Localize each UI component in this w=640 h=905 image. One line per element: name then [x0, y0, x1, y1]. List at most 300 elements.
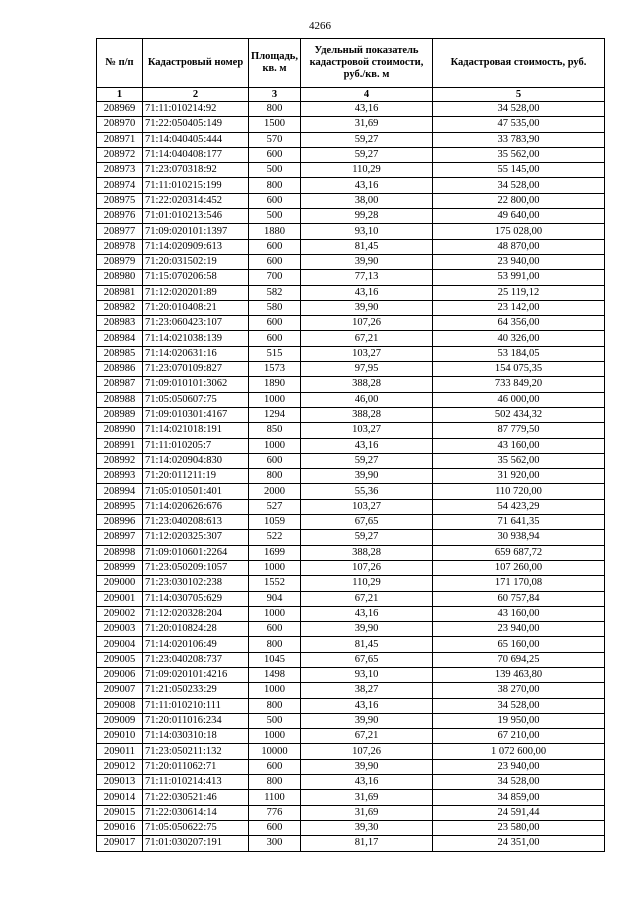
cadastral-number-cell: 71:09:010601:2264 — [143, 545, 249, 560]
table-row — [97, 652, 605, 667]
unit-value-cell: 39,90 — [301, 622, 433, 637]
cadastral-value-cell: 34 859,00 — [433, 790, 605, 805]
cadastral-number-cell: 71:23:070318:92 — [143, 163, 249, 178]
area-cell: 1552 — [249, 576, 301, 591]
cadastral-value-cell: 733 849,20 — [433, 377, 605, 392]
area-cell: 850 — [249, 423, 301, 438]
cadastral-number-cell: 71:12:020201:89 — [143, 285, 249, 300]
row-number-cell: 208977 — [97, 224, 143, 239]
cadastral-value-cell: 48 870,00 — [433, 239, 605, 254]
unit-value-cell: 43,16 — [301, 285, 433, 300]
row-number-cell: 208983 — [97, 316, 143, 331]
unit-value-cell: 39,90 — [301, 469, 433, 484]
unit-value-cell: 39,90 — [301, 713, 433, 728]
cadastral-number-cell: 71:11:010205:7 — [143, 438, 249, 453]
row-number-cell: 209010 — [97, 729, 143, 744]
cadastral-value-cell: 22 800,00 — [433, 193, 605, 208]
row-number-cell: 208982 — [97, 300, 143, 315]
cadastral-number-cell: 71:23:040208:737 — [143, 652, 249, 667]
cadastral-value-cell: 25 119,12 — [433, 285, 605, 300]
cadastral-number-cell: 71:22:020314:452 — [143, 193, 249, 208]
cadastral-number-cell: 71:09:010301:4167 — [143, 407, 249, 422]
cadastral-number-cell: 71:09:010101:3062 — [143, 377, 249, 392]
area-cell: 522 — [249, 530, 301, 545]
cadastral-value-cell: 55 145,00 — [433, 163, 605, 178]
area-cell: 600 — [249, 193, 301, 208]
area-cell: 500 — [249, 209, 301, 224]
cadastral-number-cell: 71:11:010215:199 — [143, 178, 249, 193]
table-row — [97, 147, 605, 162]
cadastral-number-cell: 71:14:030705:629 — [143, 591, 249, 606]
cadastral-number-cell: 71:12:020328:204 — [143, 606, 249, 621]
row-number-cell: 209000 — [97, 576, 143, 591]
table-row — [97, 560, 605, 575]
table-row — [97, 836, 605, 851]
unit-value-cell: 67,65 — [301, 652, 433, 667]
area-cell: 800 — [249, 178, 301, 193]
unit-value-cell: 67,21 — [301, 331, 433, 346]
table-row — [97, 163, 605, 178]
unit-value-cell: 55,36 — [301, 484, 433, 499]
cadastral-number-cell: 71:23:050209:1057 — [143, 560, 249, 575]
unit-value-cell: 43,16 — [301, 775, 433, 790]
cadastral-number-cell: 71:14:040408:177 — [143, 147, 249, 162]
cadastral-number-cell: 71:09:020101:1397 — [143, 224, 249, 239]
cadastral-value-cell: 107 260,00 — [433, 560, 605, 575]
column-number: 1 — [97, 88, 143, 102]
area-cell: 1045 — [249, 652, 301, 667]
table-row — [97, 469, 605, 484]
cadastral-number-cell: 71:05:050607:75 — [143, 392, 249, 407]
cadastral-number-cell: 71:11:010210:111 — [143, 698, 249, 713]
column-number: 4 — [301, 88, 433, 102]
table-row — [97, 193, 605, 208]
cadastral-value-cell: 35 562,00 — [433, 453, 605, 468]
row-number-cell: 208976 — [97, 209, 143, 224]
area-cell: 1699 — [249, 545, 301, 560]
unit-value-cell: 107,26 — [301, 316, 433, 331]
area-cell: 1498 — [249, 667, 301, 682]
row-number-cell: 208985 — [97, 346, 143, 361]
row-number-cell: 208975 — [97, 193, 143, 208]
cadastral-value-cell: 40 326,00 — [433, 331, 605, 346]
cadastral-value-cell: 24 591,44 — [433, 805, 605, 820]
area-cell: 600 — [249, 147, 301, 162]
unit-value-cell: 39,90 — [301, 300, 433, 315]
unit-value-cell: 81,45 — [301, 239, 433, 254]
cadastral-number-cell: 71:20:011211:19 — [143, 469, 249, 484]
unit-value-cell: 103,27 — [301, 499, 433, 514]
page-number: 4266 — [309, 20, 331, 32]
area-cell: 580 — [249, 300, 301, 315]
row-number-cell: 208993 — [97, 469, 143, 484]
cadastral-value-cell: 139 463,80 — [433, 667, 605, 682]
table-row — [97, 102, 605, 117]
area-cell: 500 — [249, 163, 301, 178]
unit-value-cell: 107,26 — [301, 744, 433, 759]
area-cell: 10000 — [249, 744, 301, 759]
header-unit-value: Удельный показатель кадастровой стоимости, руб./кв. м — [301, 39, 433, 88]
cadastral-number-cell: 71:20:010408:21 — [143, 300, 249, 315]
cadastral-number-cell: 71:15:070206:58 — [143, 270, 249, 285]
row-number-cell: 208998 — [97, 545, 143, 560]
row-number-cell: 208991 — [97, 438, 143, 453]
cadastral-value-cell: 53 991,00 — [433, 270, 605, 285]
area-cell: 515 — [249, 346, 301, 361]
unit-value-cell: 107,26 — [301, 560, 433, 575]
area-cell: 2000 — [249, 484, 301, 499]
area-cell: 582 — [249, 285, 301, 300]
table-row — [97, 637, 605, 652]
cadastral-value-cell: 35 562,00 — [433, 147, 605, 162]
cadastral-value-cell: 65 160,00 — [433, 637, 605, 652]
cadastral-value-cell: 502 434,32 — [433, 407, 605, 422]
cadastral-value-cell: 34 528,00 — [433, 178, 605, 193]
unit-value-cell: 59,27 — [301, 147, 433, 162]
table-row — [97, 530, 605, 545]
area-cell: 700 — [249, 270, 301, 285]
unit-value-cell: 77,13 — [301, 270, 433, 285]
area-cell: 800 — [249, 469, 301, 484]
area-cell: 570 — [249, 132, 301, 147]
area-cell: 1000 — [249, 438, 301, 453]
cadastral-number-cell: 71:20:010824:28 — [143, 622, 249, 637]
area-cell: 1890 — [249, 377, 301, 392]
table-row — [97, 377, 605, 392]
row-number-cell: 209003 — [97, 622, 143, 637]
cadastral-number-cell: 71:22:030521:46 — [143, 790, 249, 805]
cadastral-number-cell: 71:05:050622:75 — [143, 820, 249, 835]
unit-value-cell: 67,65 — [301, 515, 433, 530]
table-row — [97, 759, 605, 774]
area-cell: 1000 — [249, 606, 301, 621]
area-cell: 1000 — [249, 560, 301, 575]
cadastral-value-cell: 54 423,29 — [433, 499, 605, 514]
unit-value-cell: 110,29 — [301, 163, 433, 178]
cadastral-value-cell: 23 940,00 — [433, 759, 605, 774]
unit-value-cell: 99,28 — [301, 209, 433, 224]
table-row — [97, 698, 605, 713]
cadastral-value-cell: 71 641,35 — [433, 515, 605, 530]
cadastral-number-cell: 71:11:010214:413 — [143, 775, 249, 790]
table-row — [97, 209, 605, 224]
area-cell: 1000 — [249, 729, 301, 744]
cadastral-number-cell: 71:01:010213:546 — [143, 209, 249, 224]
table-row — [97, 591, 605, 606]
cadastral-value-cell: 175 028,00 — [433, 224, 605, 239]
unit-value-cell: 59,27 — [301, 132, 433, 147]
area-cell: 800 — [249, 775, 301, 790]
table-row — [97, 713, 605, 728]
unit-value-cell: 43,16 — [301, 606, 433, 621]
unit-value-cell: 43,16 — [301, 698, 433, 713]
table-row — [97, 775, 605, 790]
unit-value-cell: 39,30 — [301, 820, 433, 835]
area-cell: 800 — [249, 637, 301, 652]
row-number-cell: 208989 — [97, 407, 143, 422]
area-cell: 527 — [249, 499, 301, 514]
cadastral-number-cell: 71:11:010214:92 — [143, 102, 249, 117]
header-cadastral-number: Кадастровый номер — [143, 39, 249, 88]
table-row — [97, 407, 605, 422]
cadastral-value-cell: 24 351,00 — [433, 836, 605, 851]
unit-value-cell: 43,16 — [301, 178, 433, 193]
table-row — [97, 316, 605, 331]
area-cell: 800 — [249, 102, 301, 117]
area-cell: 1000 — [249, 683, 301, 698]
area-cell: 1500 — [249, 117, 301, 132]
table-row — [97, 331, 605, 346]
cadastral-value-cell: 33 783,90 — [433, 132, 605, 147]
unit-value-cell: 59,27 — [301, 530, 433, 545]
column-number: 5 — [433, 88, 605, 102]
table-row — [97, 576, 605, 591]
cadastral-value-cell: 34 528,00 — [433, 775, 605, 790]
unit-value-cell: 31,69 — [301, 790, 433, 805]
row-number-cell: 209011 — [97, 744, 143, 759]
table-row — [97, 300, 605, 315]
area-cell: 600 — [249, 453, 301, 468]
row-number-cell: 208996 — [97, 515, 143, 530]
table-row — [97, 362, 605, 377]
row-number-cell: 208994 — [97, 484, 143, 499]
area-cell: 1100 — [249, 790, 301, 805]
row-number-cell: 209017 — [97, 836, 143, 851]
row-number-cell: 209008 — [97, 698, 143, 713]
area-cell: 1573 — [249, 362, 301, 377]
table-row — [97, 729, 605, 744]
row-number-cell: 208979 — [97, 254, 143, 269]
area-cell: 600 — [249, 331, 301, 346]
cadastral-value-cell: 70 694,25 — [433, 652, 605, 667]
table-row — [97, 545, 605, 560]
table-row — [97, 285, 605, 300]
cadastral-value-cell: 23 142,00 — [433, 300, 605, 315]
cadastral-value-cell: 154 075,35 — [433, 362, 605, 377]
cadastral-value-cell: 46 000,00 — [433, 392, 605, 407]
row-number-cell: 208987 — [97, 377, 143, 392]
area-cell: 600 — [249, 622, 301, 637]
cadastral-value-cell: 34 528,00 — [433, 102, 605, 117]
unit-value-cell: 81,45 — [301, 637, 433, 652]
cadastral-value-cell: 43 160,00 — [433, 606, 605, 621]
table-row — [97, 132, 605, 147]
table-body — [97, 102, 605, 852]
unit-value-cell: 67,21 — [301, 729, 433, 744]
unit-value-cell: 81,17 — [301, 836, 433, 851]
area-cell: 600 — [249, 254, 301, 269]
unit-value-cell: 388,28 — [301, 377, 433, 392]
cadastral-number-cell: 71:20:011016:234 — [143, 713, 249, 728]
area-cell: 1059 — [249, 515, 301, 530]
row-number-cell: 208970 — [97, 117, 143, 132]
cadastral-value-cell: 53 184,05 — [433, 346, 605, 361]
row-number-cell: 208978 — [97, 239, 143, 254]
unit-value-cell: 388,28 — [301, 407, 433, 422]
table-row — [97, 239, 605, 254]
cadastral-number-cell: 71:23:050211:132 — [143, 744, 249, 759]
cadastral-number-cell: 71:20:011062:71 — [143, 759, 249, 774]
cadastral-number-cell: 71:22:030614:14 — [143, 805, 249, 820]
table-row — [97, 117, 605, 132]
table-row — [97, 820, 605, 835]
cadastral-number-cell: 71:20:031502:19 — [143, 254, 249, 269]
row-number-cell: 209009 — [97, 713, 143, 728]
cadastral-number-cell: 71:23:070109:827 — [143, 362, 249, 377]
row-number-cell: 209005 — [97, 652, 143, 667]
cadastral-value-cell: 43 160,00 — [433, 438, 605, 453]
unit-value-cell: 388,28 — [301, 545, 433, 560]
row-number-cell: 209004 — [97, 637, 143, 652]
cadastral-value-cell: 87 779,50 — [433, 423, 605, 438]
row-number-cell: 208981 — [97, 285, 143, 300]
row-number-cell: 209013 — [97, 775, 143, 790]
unit-value-cell: 103,27 — [301, 423, 433, 438]
row-number-cell: 208988 — [97, 392, 143, 407]
cadastral-value-table — [96, 38, 605, 852]
table-row — [97, 453, 605, 468]
table-row — [97, 438, 605, 453]
cadastral-value-cell: 38 270,00 — [433, 683, 605, 698]
row-number-cell: 208973 — [97, 163, 143, 178]
row-number-cell: 208974 — [97, 178, 143, 193]
cadastral-number-cell: 71:05:010501:401 — [143, 484, 249, 499]
column-number: 2 — [143, 88, 249, 102]
row-number-cell: 209002 — [97, 606, 143, 621]
row-number-cell: 209015 — [97, 805, 143, 820]
cadastral-number-cell: 71:22:050405:149 — [143, 117, 249, 132]
unit-value-cell: 97,95 — [301, 362, 433, 377]
cadastral-number-cell: 71:09:020101:4216 — [143, 667, 249, 682]
cadastral-value-cell: 1 072 600,00 — [433, 744, 605, 759]
table-row — [97, 224, 605, 239]
cadastral-value-cell: 171 170,08 — [433, 576, 605, 591]
cadastral-number-cell: 71:14:021038:139 — [143, 331, 249, 346]
cadastral-value-cell: 30 938,94 — [433, 530, 605, 545]
table-header-row — [97, 39, 605, 88]
table-row — [97, 667, 605, 682]
cadastral-number-cell: 71:23:040208:613 — [143, 515, 249, 530]
header-area: Площадь, кв. м — [249, 39, 301, 88]
unit-value-cell: 39,90 — [301, 254, 433, 269]
table-row — [97, 178, 605, 193]
row-number-cell: 208992 — [97, 453, 143, 468]
cadastral-number-cell: 71:14:030310:18 — [143, 729, 249, 744]
cadastral-value-cell: 49 640,00 — [433, 209, 605, 224]
column-number: 3 — [249, 88, 301, 102]
cadastral-number-cell: 71:14:020626:676 — [143, 499, 249, 514]
area-cell: 300 — [249, 836, 301, 851]
row-number-cell: 209001 — [97, 591, 143, 606]
area-cell: 1294 — [249, 407, 301, 422]
area-cell: 600 — [249, 759, 301, 774]
unit-value-cell: 59,27 — [301, 453, 433, 468]
area-cell: 500 — [249, 713, 301, 728]
row-number-cell: 208990 — [97, 423, 143, 438]
area-cell: 600 — [249, 316, 301, 331]
table-row — [97, 484, 605, 499]
cadastral-number-cell: 71:12:020325:307 — [143, 530, 249, 545]
unit-value-cell: 39,90 — [301, 759, 433, 774]
cadastral-value-cell: 659 687,72 — [433, 545, 605, 560]
area-cell: 776 — [249, 805, 301, 820]
cadastral-value-cell: 23 940,00 — [433, 622, 605, 637]
table-row — [97, 270, 605, 285]
row-number-cell: 208980 — [97, 270, 143, 285]
cadastral-value-cell: 34 528,00 — [433, 698, 605, 713]
cadastral-number-cell: 71:14:040405:444 — [143, 132, 249, 147]
row-number-cell: 208971 — [97, 132, 143, 147]
table-row — [97, 744, 605, 759]
cadastral-number-cell: 71:14:021018:191 — [143, 423, 249, 438]
unit-value-cell: 31,69 — [301, 805, 433, 820]
row-number-cell: 208969 — [97, 102, 143, 117]
cadastral-number-cell: 71:14:020106:49 — [143, 637, 249, 652]
table-row — [97, 790, 605, 805]
row-number-cell: 209014 — [97, 790, 143, 805]
row-number-cell: 208997 — [97, 530, 143, 545]
area-cell: 904 — [249, 591, 301, 606]
row-number-cell: 209016 — [97, 820, 143, 835]
row-number-cell: 209012 — [97, 759, 143, 774]
header-row-number: № п/п — [97, 39, 143, 88]
cadastral-value-cell: 19 950,00 — [433, 713, 605, 728]
table-row — [97, 392, 605, 407]
row-number-cell: 208984 — [97, 331, 143, 346]
cadastral-value-cell: 31 920,00 — [433, 469, 605, 484]
cadastral-value-cell: 47 535,00 — [433, 117, 605, 132]
column-number-row — [97, 88, 605, 102]
area-cell: 800 — [249, 698, 301, 713]
cadastral-number-cell: 71:14:020631:16 — [143, 346, 249, 361]
area-cell: 600 — [249, 239, 301, 254]
unit-value-cell: 110,29 — [301, 576, 433, 591]
cadastral-number-cell: 71:23:060423:107 — [143, 316, 249, 331]
unit-value-cell: 38,27 — [301, 683, 433, 698]
cadastral-number-cell: 71:21:050233:29 — [143, 683, 249, 698]
cadastral-value-cell: 110 720,00 — [433, 484, 605, 499]
unit-value-cell: 38,00 — [301, 193, 433, 208]
area-cell: 1880 — [249, 224, 301, 239]
table-row — [97, 254, 605, 269]
unit-value-cell: 31,69 — [301, 117, 433, 132]
table-row — [97, 346, 605, 361]
unit-value-cell: 103,27 — [301, 346, 433, 361]
header-cadastral-value: Кадастровая стоимость, руб. — [433, 39, 605, 88]
row-number-cell: 208995 — [97, 499, 143, 514]
cadastral-number-cell: 71:14:020904:830 — [143, 453, 249, 468]
area-cell: 600 — [249, 820, 301, 835]
cadastral-number-cell: 71:01:030207:191 — [143, 836, 249, 851]
unit-value-cell: 46,00 — [301, 392, 433, 407]
table-row — [97, 423, 605, 438]
table-row — [97, 805, 605, 820]
row-number-cell: 208986 — [97, 362, 143, 377]
cadastral-value-cell: 64 356,00 — [433, 316, 605, 331]
unit-value-cell: 93,10 — [301, 667, 433, 682]
cadastral-value-cell: 67 210,00 — [433, 729, 605, 744]
table-row — [97, 683, 605, 698]
unit-value-cell: 93,10 — [301, 224, 433, 239]
table-row — [97, 622, 605, 637]
row-number-cell: 209007 — [97, 683, 143, 698]
unit-value-cell: 43,16 — [301, 102, 433, 117]
table-row — [97, 515, 605, 530]
cadastral-number-cell: 71:14:020909:613 — [143, 239, 249, 254]
table-row — [97, 499, 605, 514]
row-number-cell: 209006 — [97, 667, 143, 682]
cadastral-value-cell: 60 757,84 — [433, 591, 605, 606]
